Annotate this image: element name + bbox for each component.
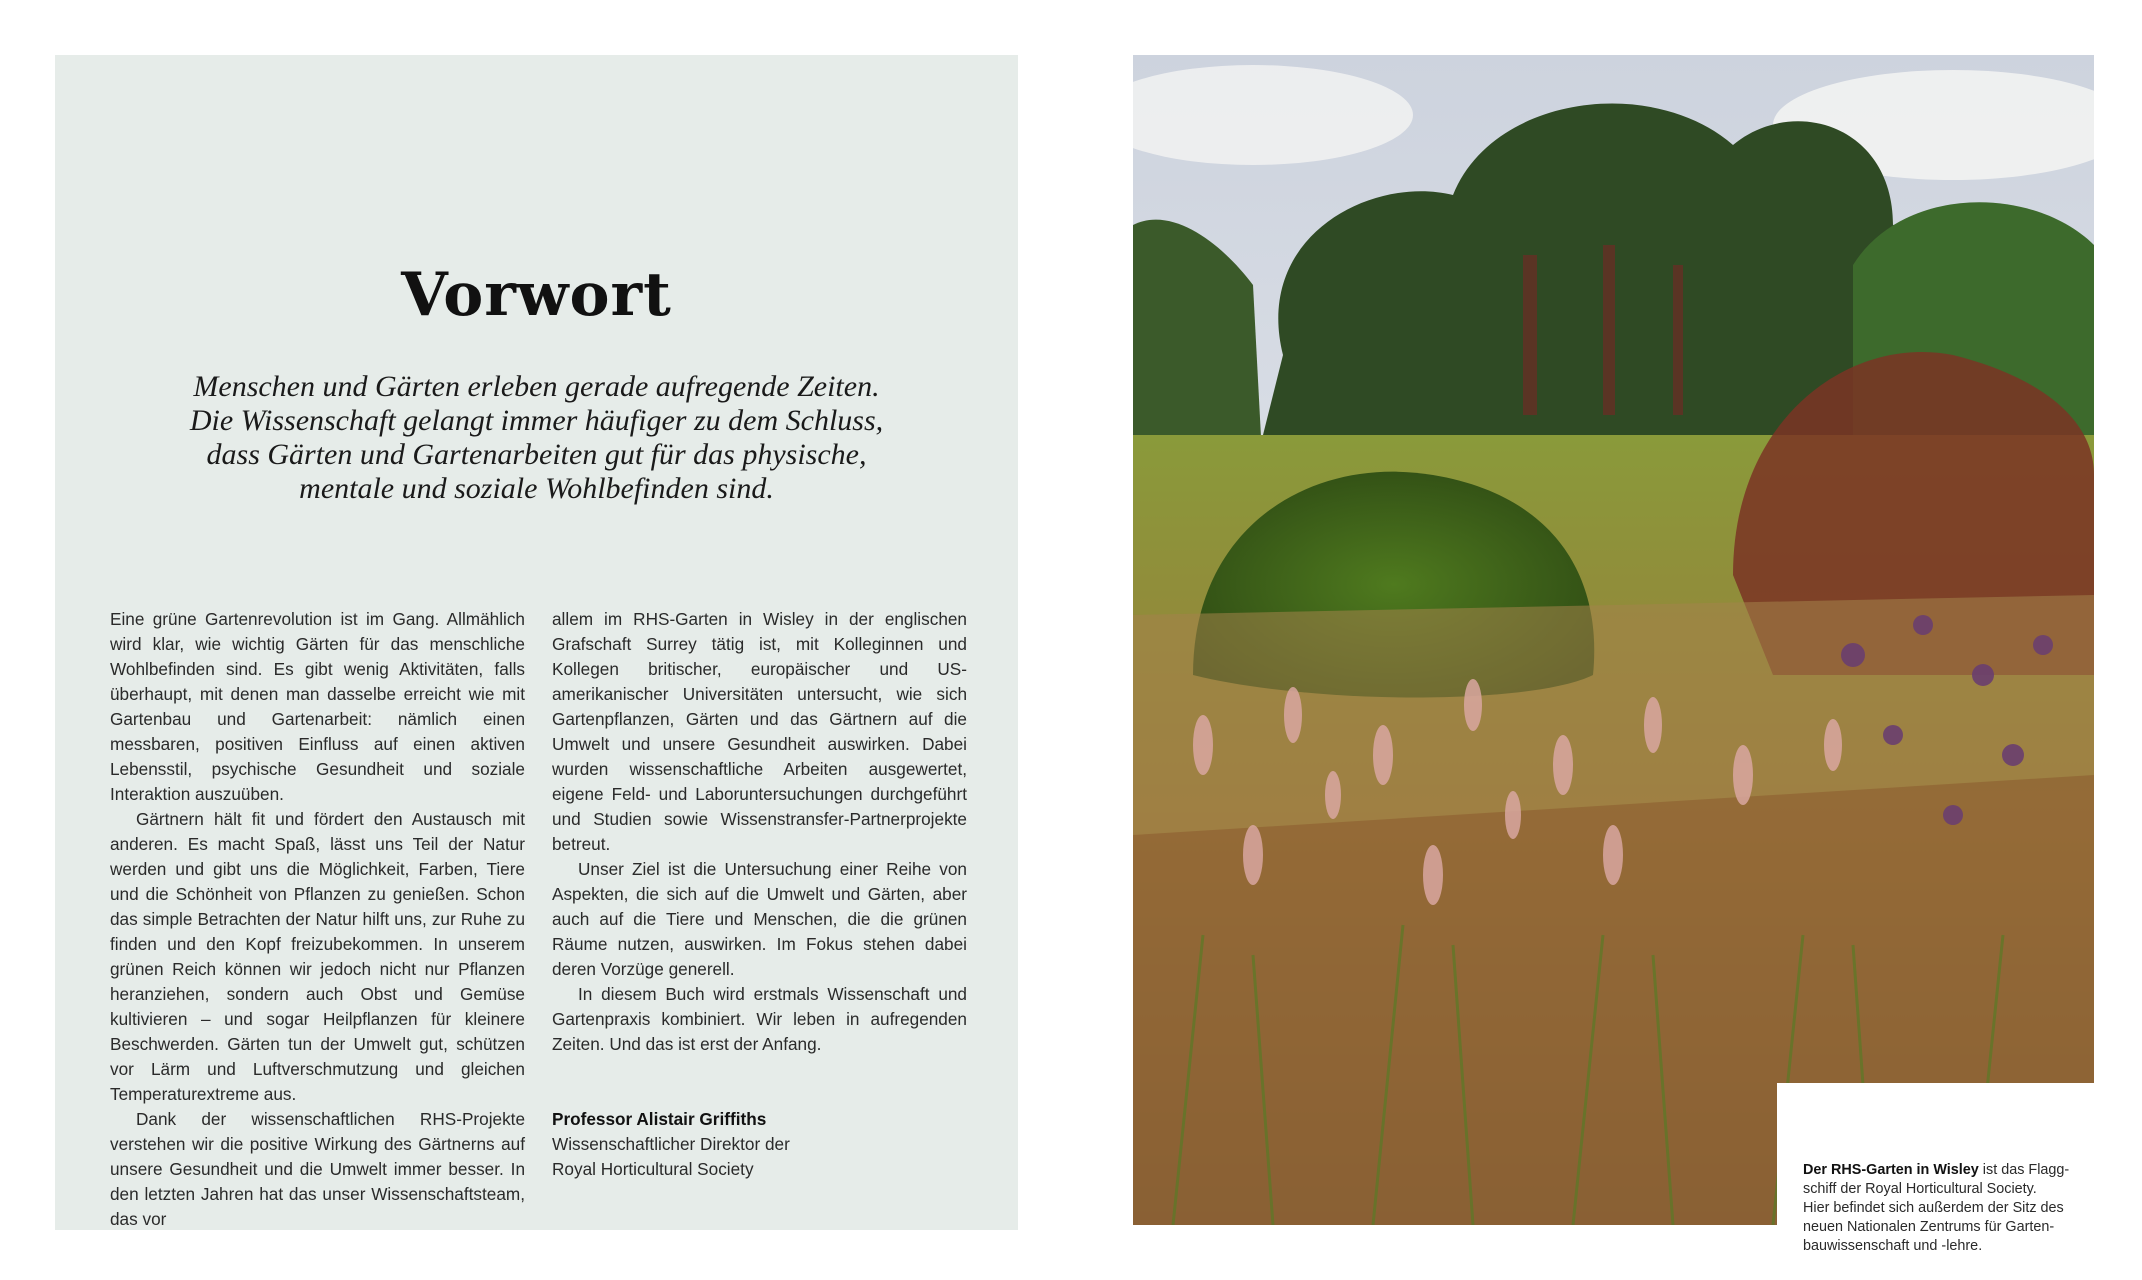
paragraph: Unser Ziel ist die Untersuchung einer Reihe von Aspekten, die sich auf die Umwelt und Gärten, aber auch auf die Tiere und Menschen, die die grünen Räume nutzen, auswirken. Im Fokus stehen dabei deren Vorzüge generell. [552,859,967,979]
page-title: Vorwort [401,260,672,330]
caption-line: bauwissenschaft und -lehre. [1803,1238,1983,1254]
paragraph: In diesem Buch wird erstmals Wissenschaft und Gartenpraxis kombiniert. Wir leben in aufregenden Zeiten. Und das ist erst der Anfang. [552,984,967,1054]
right-page [1133,55,2094,1254]
paragraph: Gärtnern hält fit und fördert den Austausch mit anderen. Es macht Spaß, lässt uns Teil der Natur werden und gibt uns die Möglichkeit, Farben, Tiere und die Schönheit von Pflanzen zu genießen. Schon das simple Betrachten der Natur hilft uns, zur Ruhe zu finden und den Kopf freizubekommen. In unserem grünen Reich können wir jedoch nicht nur Pflanzen heranziehen, sondern auch Obst und Gemüse kultivieren – und sogar Heilpflanzen für kleinere Beschwerden. Gärten tun der Umwelt gut, schützen vor Lärm und Luftverschmutzung und gleichen Temperaturextreme aus. [110,809,525,1104]
paragraph: Eine grüne Gartenrevolution ist im Gang. Allmählich wird klar, wie wichtig Gärten für das menschliche Wohlbefinden sind. Es gibt wenig Aktivitäten, falls überhaupt, mit denen man dasselbe erreicht wie mit Gartenbau und Gartenarbeit: nämlich einen messbaren, positiven Einfluss auf einen aktiven Lebensstil, psychische Gesundheit und soziale Interaktion auszuüben. [110,609,525,804]
garden-photo-illustration [1133,55,2094,1225]
garden-photo [1133,55,2094,1225]
text-column-right [552,607,967,1182]
intro-line: dass Gärten und Gartenarbeiten gut für das physische, [206,438,867,471]
caption-text: ist das Flagg- [1978,1162,2070,1178]
caption-line: neuen Nationalen Zentrums für Garten- [1803,1219,2055,1235]
tree-trunk [1603,245,1615,415]
paragraph: Dank der wissenschaftlichen RHS-Projekte verstehen wir die positive Wirkung des Gärtnerns auf unsere Gesundheit und die Umwelt immer besser. In den letzten Jahren hat das unser Wissenschaftsteam, das vor [110,1109,525,1229]
signature-role: Wissenschaftlicher Direktor der [552,1134,790,1154]
intro-line: mentale und soziale Wohlbefinden sind. [299,472,774,505]
signature-organization: Royal Horticultural Society [552,1159,754,1179]
intro-line: Die Wissenschaft gelangt immer häufiger zu dem Schluss, [189,404,884,437]
photo-caption [1777,1083,2094,1254]
intro-text [135,370,938,506]
left-page [55,55,1018,1230]
intro-line: Menschen und Gärten erleben gerade aufregende Zeiten. [193,370,880,403]
signature-name: Professor Alistair Griffiths [552,1109,767,1129]
caption-bold: Der RHS-Garten in Wisley [1803,1162,1979,1178]
tree-trunk [1523,255,1537,415]
tree-trunk [1673,265,1683,415]
caption-line: Hier befindet sich außerdem der Sitz des [1803,1200,2064,1216]
paragraph: allem im RHS-Garten in Wisley in der englischen Grafschaft Surrey tätig ist, mit Kolleginnen und Kollegen britischer, europäischer und US-amerikanischer Universitäten untersucht, wie sich Gartenpflanzen, Gärten und das Gärtnern auf die Umwelt und unsere Gesundheit auswirken. Dabei wurden wissenschaftliche Arbeiten ausgewertet, eigene Feld- und Laboruntersuchungen durchgeführt und Studien sowie Wissenstransfer-Partnerprojekte betreut. [552,609,967,854]
text-column-left [110,607,525,1232]
caption-line: schiff der Royal Horticultural Society. [1803,1181,2037,1197]
signature-block [552,1107,967,1182]
